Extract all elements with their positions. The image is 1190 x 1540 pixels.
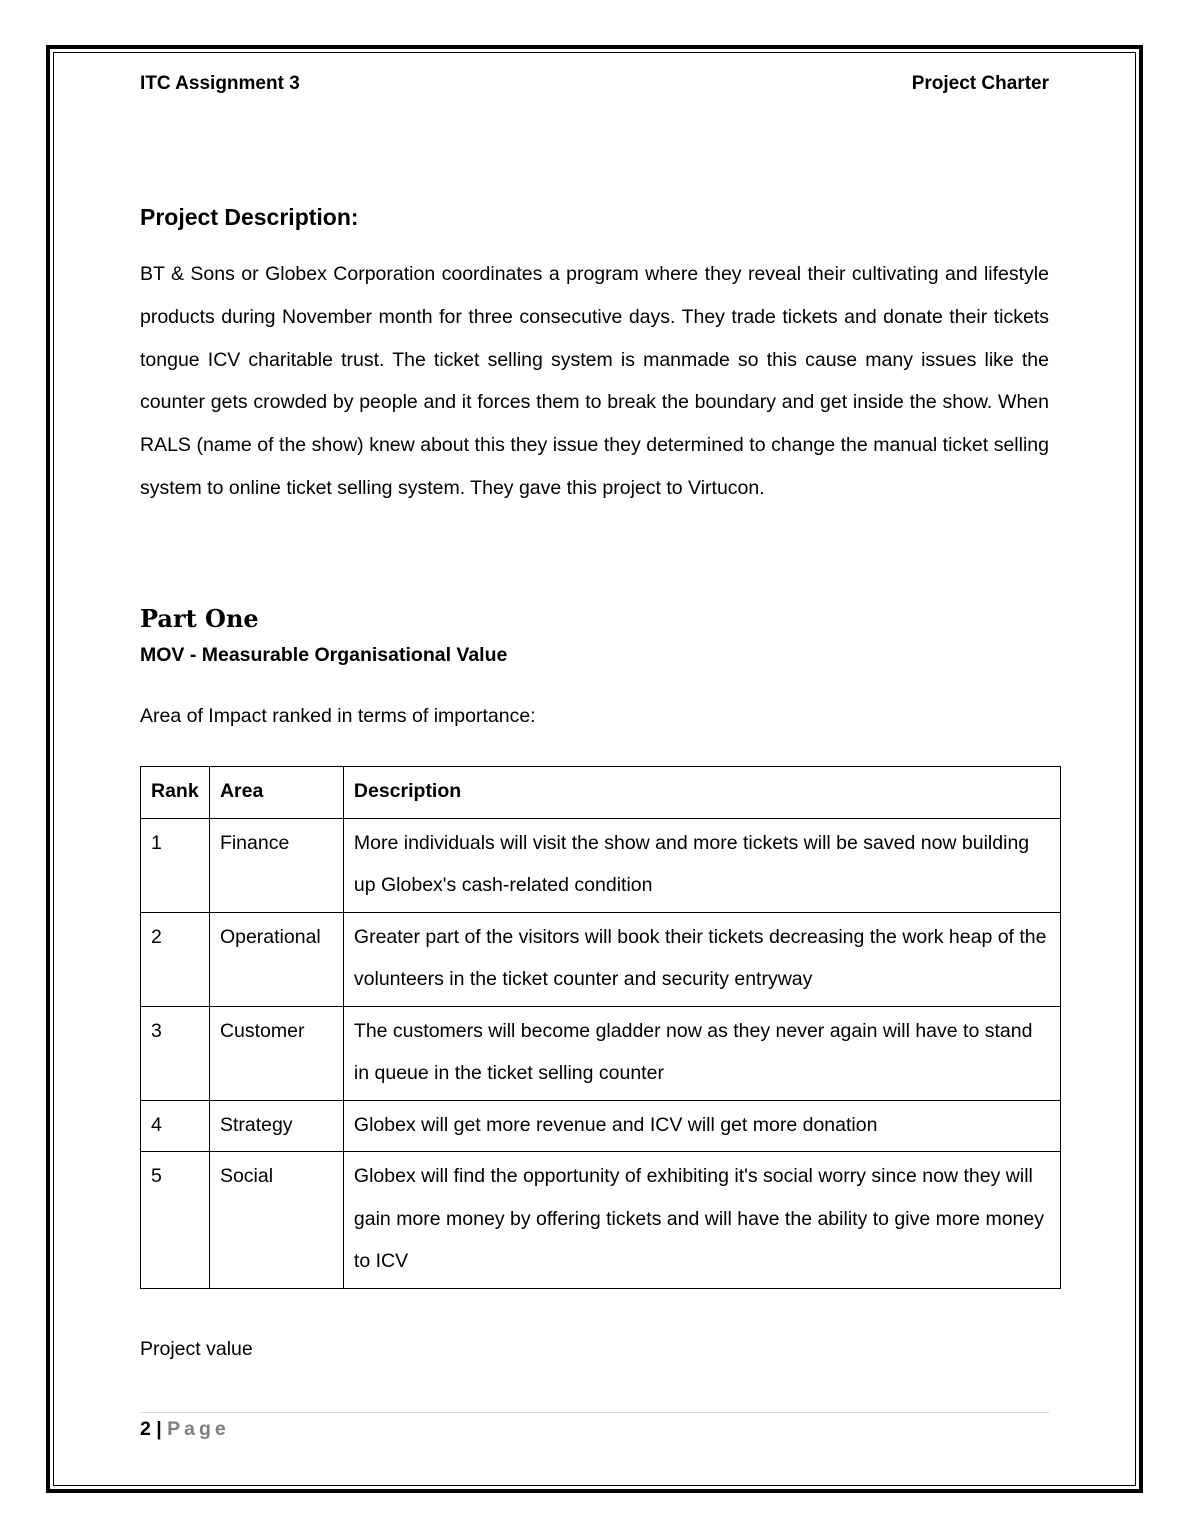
header-left: ITC Assignment 3 — [140, 73, 300, 94]
cell-rank: 2 — [141, 912, 210, 1006]
project-description-paragraph: BT & Sons or Globex Corporation coordinates a program where they reveal their cultivating and lifestyle products during November month for three consecutive days. They trade tickets and donate their tickets tongue ICV charitable trust. The ticket selling system is manmade so this cause many issues like the counter gets crowded by people and it forces them to break the boundary and get inside the show. When RALS (name of the show) knew about this they issue they determined to change the manual ticket selling system to online ticket selling system. They gave this project to Virtucon. — [140, 263, 1049, 499]
cell-description: Globex will find the opportunity of exhibiting it's social worry since now they will gain more money by offering tickets and will have the ability to give more money to ICV — [343, 1152, 1060, 1289]
cell-rank: 5 — [141, 1152, 210, 1289]
header-description: Description — [343, 767, 1060, 819]
impact-table — [140, 766, 1061, 1289]
cell-rank: 1 — [141, 818, 210, 912]
table-header-row — [141, 767, 1061, 819]
project-value-text: Project value — [140, 1338, 253, 1360]
mov-subheading: MOV - Measurable Organisational Value — [140, 644, 508, 666]
table-row — [141, 1006, 1061, 1100]
page-word: Page — [167, 1418, 230, 1440]
cell-area: Finance — [209, 818, 343, 912]
cell-area: Operational — [209, 912, 343, 1006]
cell-rank: 3 — [141, 1006, 210, 1100]
page-separator: | — [156, 1418, 162, 1440]
cell-description: The customers will become gladder now as they never again will have to stand in queue in the ticket selling counter — [343, 1006, 1060, 1100]
page-footer — [140, 1418, 230, 1441]
project-description-heading: Project Description: — [140, 204, 359, 230]
table-row — [141, 1100, 1061, 1152]
impact-intro: Area of Impact ranked in terms of importance: — [140, 705, 536, 727]
cell-description: Globex will get more revenue and ICV will get more donation — [343, 1100, 1060, 1152]
header-rank: Rank — [141, 767, 210, 819]
cell-rank: 4 — [141, 1100, 210, 1152]
cell-description: More individuals will visit the show and more tickets will be saved now building up Globex's cash-related condition — [343, 818, 1060, 912]
cell-area: Strategy — [209, 1100, 343, 1152]
part-one-heading: Part One — [140, 604, 259, 633]
cell-area: Customer — [209, 1006, 343, 1100]
cell-area: Social — [209, 1152, 343, 1289]
header-area: Area — [209, 767, 343, 819]
table-row — [141, 912, 1061, 1006]
header-right: Project Charter — [911, 73, 1049, 94]
cell-description: Greater part of the visitors will book their tickets decreasing the work heap of the volunteers in the ticket counter and security entryway — [343, 912, 1060, 1006]
page-number: 2 — [140, 1418, 151, 1440]
table-row — [141, 1152, 1061, 1289]
table-row — [141, 818, 1061, 912]
footer-divider — [140, 1412, 1049, 1413]
